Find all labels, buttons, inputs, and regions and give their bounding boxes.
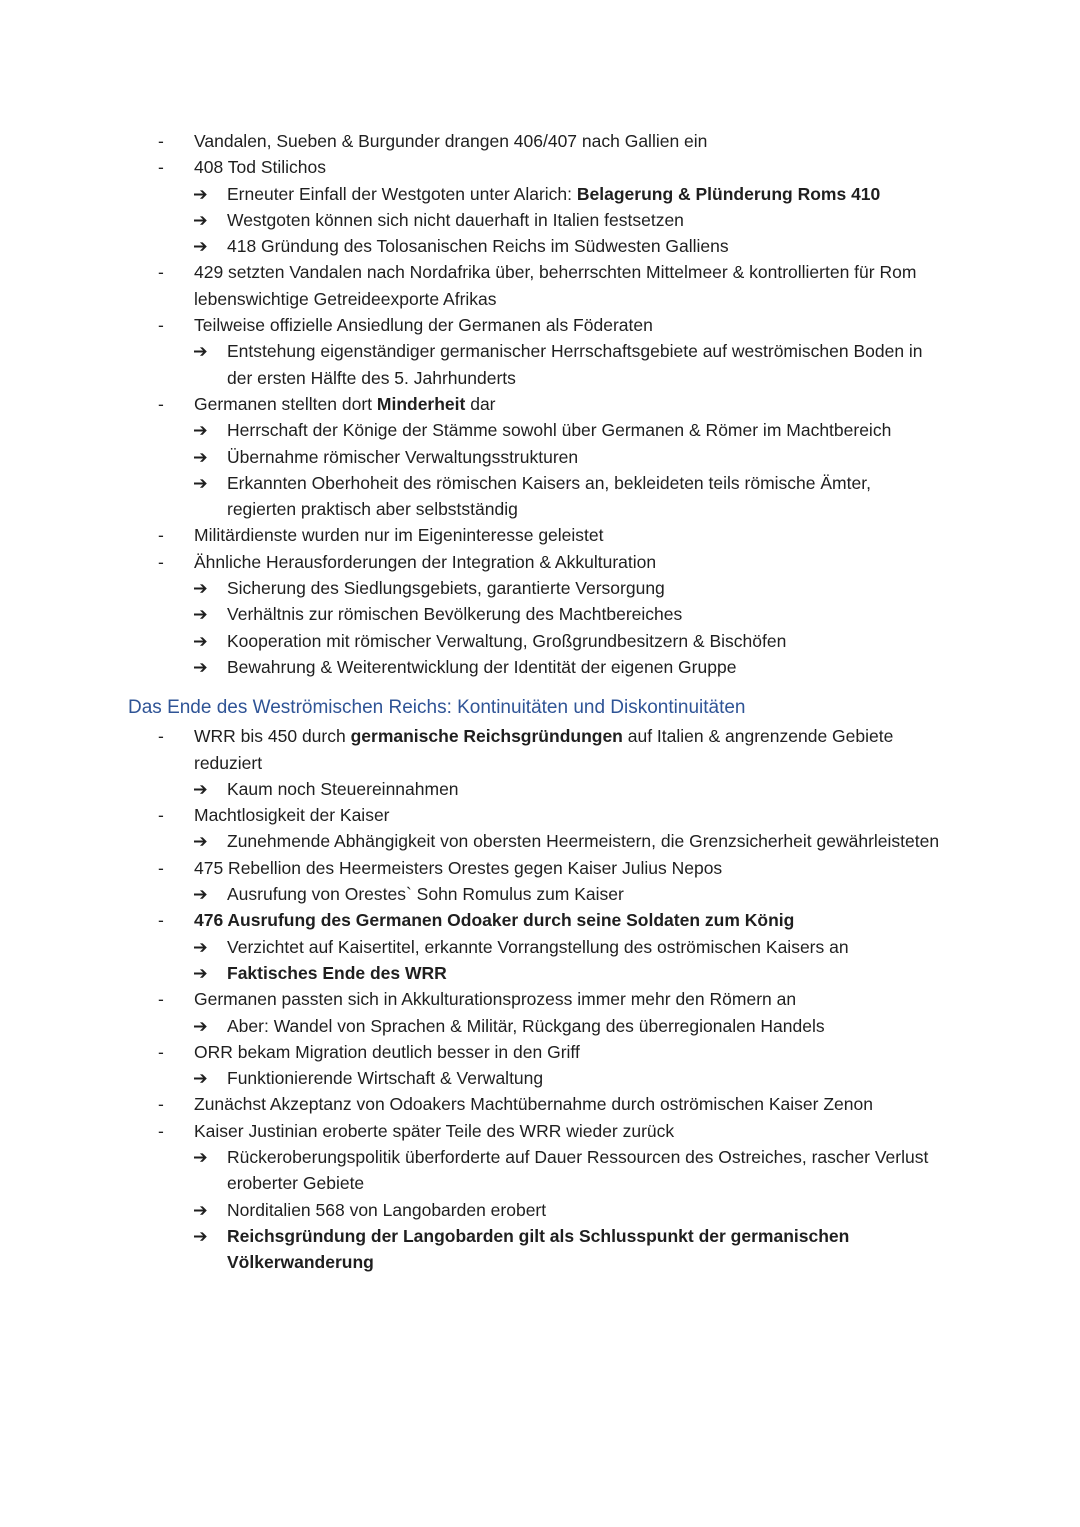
arrow-right-icon: ➔ — [193, 1068, 208, 1089]
dash-bullet-icon: - — [158, 1120, 164, 1141]
text-segment: auf Italien & angrenzende Gebiete reduziert — [194, 726, 894, 773]
subitem-text — [227, 1147, 928, 1193]
text-segment: Germanen passten sich in Akkulturationsprozess immer mehr den Römern an — [194, 989, 797, 1010]
bullet-item — [0, 128, 1080, 154]
text-segment: Zunächst Akzeptanz von Odoakers Machtübernahme durch oströmischen Kaiser Zenon — [194, 1094, 873, 1115]
dash-bullet-icon: - — [158, 989, 164, 1010]
arrow-subitem — [0, 233, 1080, 259]
arrow-right-icon: ➔ — [193, 831, 208, 852]
text-segment: 475 Rebellion des Heermeisters Orestes gegen Kaiser Julius Nepos — [194, 857, 723, 878]
dash-bullet-icon: - — [158, 857, 164, 878]
arrow-subitem — [0, 338, 1080, 391]
text-segment: Bewahrung & Weiterentwicklung der Identität der eigenen Gruppe — [227, 656, 737, 677]
arrow-right-icon: ➔ — [193, 420, 208, 441]
arrow-right-icon: ➔ — [193, 962, 208, 983]
arrow-right-icon: ➔ — [193, 341, 208, 362]
text-segment: Verhältnis zur römischen Bevölkerung des Machtbereiches — [227, 604, 683, 625]
text-segment: Kaiser Justinian eroberte später Teile des WRR wieder zurück — [194, 1120, 675, 1141]
bullet-item — [0, 1118, 1080, 1144]
bullet-item — [0, 802, 1080, 828]
bullet-item — [0, 907, 1080, 933]
arrow-right-icon: ➔ — [193, 1199, 208, 1220]
arrow-subitem — [0, 934, 1080, 960]
bullet-item — [0, 549, 1080, 575]
bullet-item — [0, 1091, 1080, 1117]
document-content — [0, 128, 1080, 1275]
arrow-subitem — [0, 444, 1080, 470]
arrow-subitem — [0, 776, 1080, 802]
text-segment: Sicherung des Siedlungsgebiets, garantierte Versorgung — [227, 578, 665, 599]
arrow-subitem — [0, 1223, 1080, 1276]
bullet-list — [0, 723, 1080, 1275]
dash-bullet-icon: - — [158, 393, 164, 414]
bullet-item — [0, 723, 1080, 776]
arrow-right-icon: ➔ — [193, 1146, 208, 1167]
subitem-text — [227, 1068, 543, 1088]
arrow-right-icon: ➔ — [193, 936, 208, 957]
bullet-item — [0, 259, 1080, 312]
bold-text: Belagerung & Plünderung Roms 410 — [576, 183, 881, 204]
arrow-subitem — [0, 601, 1080, 627]
subitem-text — [227, 578, 665, 598]
subitem-text — [227, 963, 447, 983]
text-segment: Aber: Wandel von Sprachen & Militär, Rückgang des überregionalen Handels — [227, 1015, 825, 1036]
text-segment: Kaum noch Steuereinnahmen — [227, 778, 459, 799]
subitem-text — [227, 447, 578, 467]
arrow-subitem — [0, 960, 1080, 986]
text-segment: Militärdienste wurden nur im Eigeninteresse geleistet — [194, 525, 604, 546]
text-segment: Teilweise offizielle Ansiedlung der Germanen als Föderaten — [194, 315, 653, 336]
dash-bullet-icon: - — [158, 726, 164, 747]
bullet-text — [194, 1042, 580, 1062]
bold-text: Reichsgründung der Langobarden gilt als Schlusspunkt der germanischen Völkerwanderung — [227, 1225, 850, 1273]
arrow-right-icon: ➔ — [193, 578, 208, 599]
bold-text: Faktisches Ende des WRR — [227, 962, 447, 983]
arrow-subitem — [0, 575, 1080, 601]
dash-bullet-icon: - — [158, 157, 164, 178]
arrow-subitem — [0, 828, 1080, 854]
arrow-right-icon: ➔ — [193, 884, 208, 905]
dash-bullet-icon: - — [158, 1094, 164, 1115]
dash-bullet-icon: - — [158, 551, 164, 572]
bullet-text — [194, 262, 916, 308]
bold-text: Minderheit — [376, 393, 466, 414]
arrow-subitem — [0, 881, 1080, 907]
text-segment: Westgoten können sich nicht dauerhaft in Italien festsetzen — [227, 209, 684, 230]
text-segment: Übernahme römischer Verwaltungsstrukturen — [227, 446, 579, 467]
bullet-text — [194, 1094, 873, 1114]
text-segment: 429 setzten Vandalen nach Nordafrika über, beherrschten Mittelmeer & kontrollierten für Rom lebenswichtige Getreideexporte Afrikas — [194, 262, 917, 309]
subitem-text — [227, 236, 729, 256]
text-segment: Ähnliche Herausforderungen der Integration & Akkulturation — [194, 551, 657, 572]
subitem-text — [227, 1016, 825, 1036]
dash-bullet-icon: - — [158, 315, 164, 336]
bullet-item — [0, 1039, 1080, 1065]
dash-bullet-icon: - — [158, 910, 164, 931]
arrow-right-icon: ➔ — [193, 604, 208, 625]
arrow-subitem — [0, 654, 1080, 680]
arrow-right-icon: ➔ — [193, 656, 208, 677]
subitem-text — [227, 884, 624, 904]
bullet-text — [194, 552, 656, 572]
subitem-text — [227, 657, 736, 677]
arrow-subitem — [0, 628, 1080, 654]
text-segment: WRR bis 450 durch — [194, 726, 351, 747]
dash-bullet-icon: - — [158, 131, 164, 151]
arrow-right-icon: ➔ — [193, 236, 208, 257]
bullet-text — [194, 394, 496, 414]
dash-bullet-icon: - — [158, 805, 164, 826]
arrow-right-icon: ➔ — [193, 472, 208, 493]
arrow-subitem — [0, 1144, 1080, 1197]
bullet-text — [194, 315, 653, 335]
bullet-item — [0, 522, 1080, 548]
text-segment: Entstehung eigenständiger germanischer Herrschaftsgebiete auf weströmischen Boden in der ersten Hälfte des 5. Jahrhunderts — [227, 341, 923, 388]
text-segment: Herrschaft der Könige der Stämme sowohl über Germanen & Römer im Machtbereich — [227, 420, 892, 441]
arrow-right-icon: ➔ — [193, 630, 208, 651]
arrow-right-icon: ➔ — [193, 778, 208, 799]
bold-text: 476 Ausrufung des Germanen Odoaker durch seine Soldaten zum König — [194, 910, 795, 931]
text-segment: Rückeroberungspolitik überforderte auf Dauer Ressourcen des Ostreiches, rascher Verlust eroberter Gebiete — [227, 1146, 929, 1194]
arrow-subitem — [0, 1013, 1080, 1039]
text-segment: Funktionierende Wirtschaft & Verwaltung — [227, 1068, 544, 1089]
bullet-list — [0, 128, 1080, 680]
text-segment: Kooperation mit römischer Verwaltung, Großgrundbesitzern & Bischöfen — [227, 630, 787, 651]
bullet-item — [0, 154, 1080, 180]
text-segment: Verzichtet auf Kaisertitel, erkannte Vorrangstellung des oströmischen Kaisers an — [227, 936, 849, 957]
subitem-text — [227, 473, 871, 519]
arrow-subitem — [0, 181, 1080, 207]
subitem-text — [227, 779, 459, 799]
bullet-text — [194, 726, 893, 772]
text-segment: Erkannten Oberhoheit des römischen Kaisers an, bekleideten teils römische Ämter, regierten praktisch aber selbstständig — [227, 472, 871, 520]
bold-text: germanische Reichsgründungen — [350, 726, 623, 747]
dash-bullet-icon: - — [158, 525, 164, 546]
subitem-text — [227, 831, 939, 851]
dash-bullet-icon: - — [158, 1041, 164, 1062]
bullet-text — [194, 989, 796, 1009]
dash-bullet-icon: - — [158, 262, 164, 283]
bullet-text — [194, 131, 707, 151]
arrow-right-icon: ➔ — [193, 209, 208, 230]
text-segment: Ausrufung von Orestes` Sohn Romulus zum Kaiser — [227, 884, 624, 905]
text-segment: Norditalien 568 von Langobarden erobert — [227, 1199, 547, 1220]
bullet-text — [194, 1121, 674, 1141]
arrow-right-icon: ➔ — [193, 446, 208, 467]
bullet-text — [194, 525, 604, 545]
text-segment: dar — [465, 393, 496, 414]
bullet-text — [194, 910, 794, 930]
subitem-text — [227, 1226, 849, 1272]
bullet-item — [0, 855, 1080, 881]
subitem-text — [227, 937, 849, 957]
arrow-right-icon: ➔ — [193, 1225, 208, 1246]
bullet-item — [0, 391, 1080, 417]
arrow-right-icon: ➔ — [193, 183, 208, 204]
arrow-subitem — [0, 417, 1080, 443]
subitem-text — [227, 420, 891, 440]
section-heading: Das Ende des Weströmischen Reichs: Kontinuitäten und Diskontinuitäten — [128, 697, 746, 719]
subitem-text — [227, 631, 786, 651]
text-segment: Vandalen, Sueben & Burgunder drangen 406/407 nach Gallien ein — [194, 131, 708, 151]
bullet-text — [194, 805, 390, 825]
subitem-text — [227, 604, 682, 624]
bullet-text — [194, 157, 326, 177]
subitem-text — [227, 184, 880, 204]
text-segment: Machtlosigkeit der Kaiser — [194, 805, 390, 826]
text-segment: Germanen stellten dort — [194, 393, 377, 414]
arrow-right-icon: ➔ — [193, 1015, 208, 1036]
text-segment: 418 Gründung des Tolosanischen Reichs im Südwesten Galliens — [227, 236, 729, 257]
text-segment: Zunehmende Abhängigkeit von obersten Heermeistern, die Grenzsicherheit gewährleisteten — [227, 831, 940, 852]
subitem-text — [227, 1200, 546, 1220]
bullet-item — [0, 986, 1080, 1012]
arrow-subitem — [0, 1065, 1080, 1091]
arrow-subitem — [0, 207, 1080, 233]
text-segment: ORR bekam Migration deutlich besser in den Griff — [194, 1041, 580, 1062]
subitem-text — [227, 210, 684, 230]
bullet-text — [194, 858, 722, 878]
arrow-subitem — [0, 1197, 1080, 1223]
text-segment: Erneuter Einfall der Westgoten unter Alarich: — [227, 183, 577, 204]
bullet-item — [0, 312, 1080, 338]
subitem-text — [227, 341, 923, 387]
text-segment: 408 Tod Stilichos — [194, 157, 326, 178]
arrow-subitem — [0, 470, 1080, 523]
